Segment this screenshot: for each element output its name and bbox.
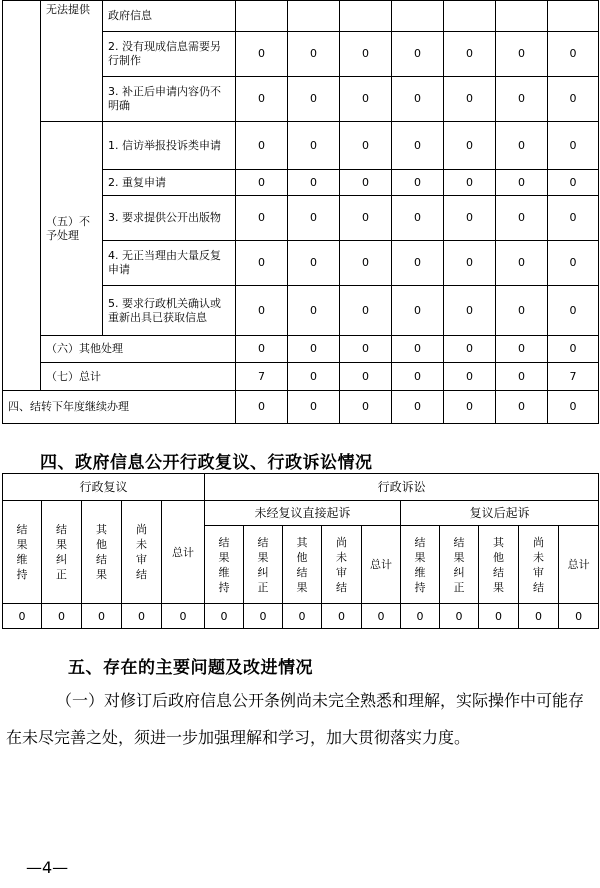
direct-col-header: 结果维持	[205, 526, 244, 604]
blank-cell	[3, 1, 41, 391]
direct-col-header: 结果纠正	[244, 526, 283, 604]
value-cell	[236, 1, 288, 32]
paragraph-text: （一）对修订后政府信息公开条例尚未完全熟悉和理解，实际操作中可能存在未尽完善之处，须进一步加强理解和学习，加大贯彻落实力度。	[6, 691, 585, 747]
value-cell: 0	[548, 32, 599, 77]
value-cell: 0	[288, 170, 340, 196]
value-cell: 0	[392, 391, 444, 424]
after-col-header: 总计	[559, 526, 599, 604]
review-col-header: 结果维持	[3, 501, 42, 604]
value-cell: 0	[288, 32, 340, 77]
section-5-paragraph	[6, 682, 594, 756]
value-cell	[444, 1, 496, 32]
section-5-title: 五、存在的主要问题及改进情况	[68, 658, 313, 678]
value-cell	[288, 1, 340, 32]
page-number: —4—	[26, 858, 69, 877]
value-cell: 0	[340, 241, 392, 286]
review-col-header: 尚未审结	[122, 501, 162, 604]
value-cell: 0	[340, 336, 392, 363]
value-cell: 0	[288, 286, 340, 336]
value-cell: 0	[283, 604, 322, 629]
value-cell: 0	[496, 363, 548, 391]
after-col-header: 结果纠正	[440, 526, 479, 604]
value-cell: 0	[392, 196, 444, 241]
value-cell	[496, 1, 548, 32]
value-cell: 0	[236, 391, 288, 424]
row-label: （六）其他处理	[41, 336, 236, 363]
section-4-title: 四、政府信息公开行政复议、行政诉讼情况	[40, 453, 373, 473]
row-label: 政府信息	[103, 1, 236, 32]
value-cell	[392, 1, 444, 32]
value-cell: 0	[496, 196, 548, 241]
review-col-header: 结果纠正	[42, 501, 82, 604]
admin-litigation-header: 行政诉讼	[205, 474, 599, 501]
value-cell: 0	[82, 604, 122, 629]
row-label: 2. 没有现成信息需要另行制作	[103, 32, 236, 77]
value-cell: 0	[559, 604, 599, 629]
value-cell: 0	[548, 196, 599, 241]
value-cell: 0	[548, 336, 599, 363]
group-label-wufatigong: 无法提供	[41, 1, 103, 122]
table-row	[3, 122, 599, 170]
value-cell: 0	[519, 604, 559, 629]
row-label: 3. 要求提供公开出版物	[103, 196, 236, 241]
value-cell: 0	[444, 170, 496, 196]
value-cell: 0	[122, 604, 162, 629]
group-label-buyuchuli: （五）不予处理	[41, 122, 103, 336]
value-cell: 0	[496, 286, 548, 336]
value-cell: 0	[288, 77, 340, 122]
value-cell: 0	[548, 241, 599, 286]
value-cell: 0	[392, 122, 444, 170]
value-cell: 0	[392, 77, 444, 122]
value-cell: 0	[548, 77, 599, 122]
value-cell: 0	[401, 604, 440, 629]
value-cell: 0	[392, 336, 444, 363]
value-cell: 0	[392, 363, 444, 391]
value-cell: 0	[392, 241, 444, 286]
value-cell: 0	[444, 122, 496, 170]
row-label: 1. 信访举报投诉类申请	[103, 122, 236, 170]
direct-col-header: 其他结果	[283, 526, 322, 604]
value-cell: 0	[244, 604, 283, 629]
value-cell: 0	[444, 77, 496, 122]
value-cell: 0	[288, 196, 340, 241]
value-cell: 0	[444, 196, 496, 241]
admin-review-header: 行政复议	[3, 474, 205, 501]
value-cell: 0	[288, 122, 340, 170]
review-col-header: 其他结果	[82, 501, 122, 604]
value-cell: 0	[444, 32, 496, 77]
value-cell: 0	[236, 32, 288, 77]
row-label: 3. 补正后申请内容仍不明确	[103, 77, 236, 122]
row-label: 2. 重复申请	[103, 170, 236, 196]
direct-col-header: 总计	[362, 526, 401, 604]
value-cell: 0	[496, 122, 548, 170]
review-litigation-table	[2, 473, 599, 629]
value-cell: 0	[236, 241, 288, 286]
review-col-header: 总计	[162, 501, 205, 604]
row-label: 4. 无正当理由大量反复申请	[103, 241, 236, 286]
table-row	[3, 391, 599, 424]
value-cell: 0	[444, 363, 496, 391]
value-cell: 0	[340, 32, 392, 77]
value-cell: 0	[392, 286, 444, 336]
value-cell	[548, 1, 599, 32]
value-cell: 0	[496, 241, 548, 286]
value-cell: 0	[496, 77, 548, 122]
value-cell: 0	[236, 286, 288, 336]
value-cell: 0	[340, 363, 392, 391]
value-cell: 0	[340, 391, 392, 424]
value-cell: 0	[340, 196, 392, 241]
value-cell: 0	[205, 604, 244, 629]
value-cell: 0	[340, 286, 392, 336]
value-cell: 0	[340, 170, 392, 196]
value-cell: 0	[42, 604, 82, 629]
value-cell: 0	[236, 77, 288, 122]
value-cell: 0	[236, 336, 288, 363]
value-cell: 0	[392, 170, 444, 196]
suit-after-review-header: 复议后起诉	[401, 501, 599, 526]
table-row	[3, 363, 599, 391]
value-cell: 0	[479, 604, 519, 629]
row-label: 5. 要求行政机关确认或重新出具已获取信息	[103, 286, 236, 336]
after-col-header: 结果维持	[401, 526, 440, 604]
value-cell: 7	[548, 363, 599, 391]
direct-suit-header: 未经复议直接起诉	[205, 501, 401, 526]
row-label: （七）总计	[41, 363, 236, 391]
value-cell: 0	[444, 391, 496, 424]
value-cell: 0	[236, 170, 288, 196]
value-cell: 0	[548, 391, 599, 424]
value-cell: 0	[548, 170, 599, 196]
value-cell: 0	[162, 604, 205, 629]
value-cell: 0	[340, 122, 392, 170]
continuation-table	[2, 0, 599, 424]
value-cell	[340, 1, 392, 32]
value-cell: 0	[548, 286, 599, 336]
value-cell: 0	[236, 196, 288, 241]
value-cell: 0	[444, 241, 496, 286]
value-cell: 0	[392, 32, 444, 77]
value-cell: 0	[288, 363, 340, 391]
value-cell: 0	[444, 286, 496, 336]
row-label: 四、结转下年度继续办理	[3, 391, 236, 424]
value-cell: 0	[322, 604, 362, 629]
direct-col-header: 尚未审结	[322, 526, 362, 604]
value-cell: 0	[548, 122, 599, 170]
value-cell: 0	[496, 391, 548, 424]
value-cell: 0	[340, 77, 392, 122]
after-col-header: 其他结果	[479, 526, 519, 604]
after-col-header: 尚未审结	[519, 526, 559, 604]
value-cell: 0	[362, 604, 401, 629]
value-cell: 0	[496, 336, 548, 363]
value-cell: 0	[440, 604, 479, 629]
value-cell: 0	[3, 604, 42, 629]
value-cell: 0	[444, 336, 496, 363]
table-row	[3, 1, 599, 32]
value-cell: 0	[288, 241, 340, 286]
value-cell: 0	[496, 170, 548, 196]
value-cell: 7	[236, 363, 288, 391]
value-cell: 0	[496, 32, 548, 77]
value-cell: 0	[236, 122, 288, 170]
table-row	[3, 336, 599, 363]
value-cell: 0	[288, 391, 340, 424]
value-cell: 0	[288, 336, 340, 363]
